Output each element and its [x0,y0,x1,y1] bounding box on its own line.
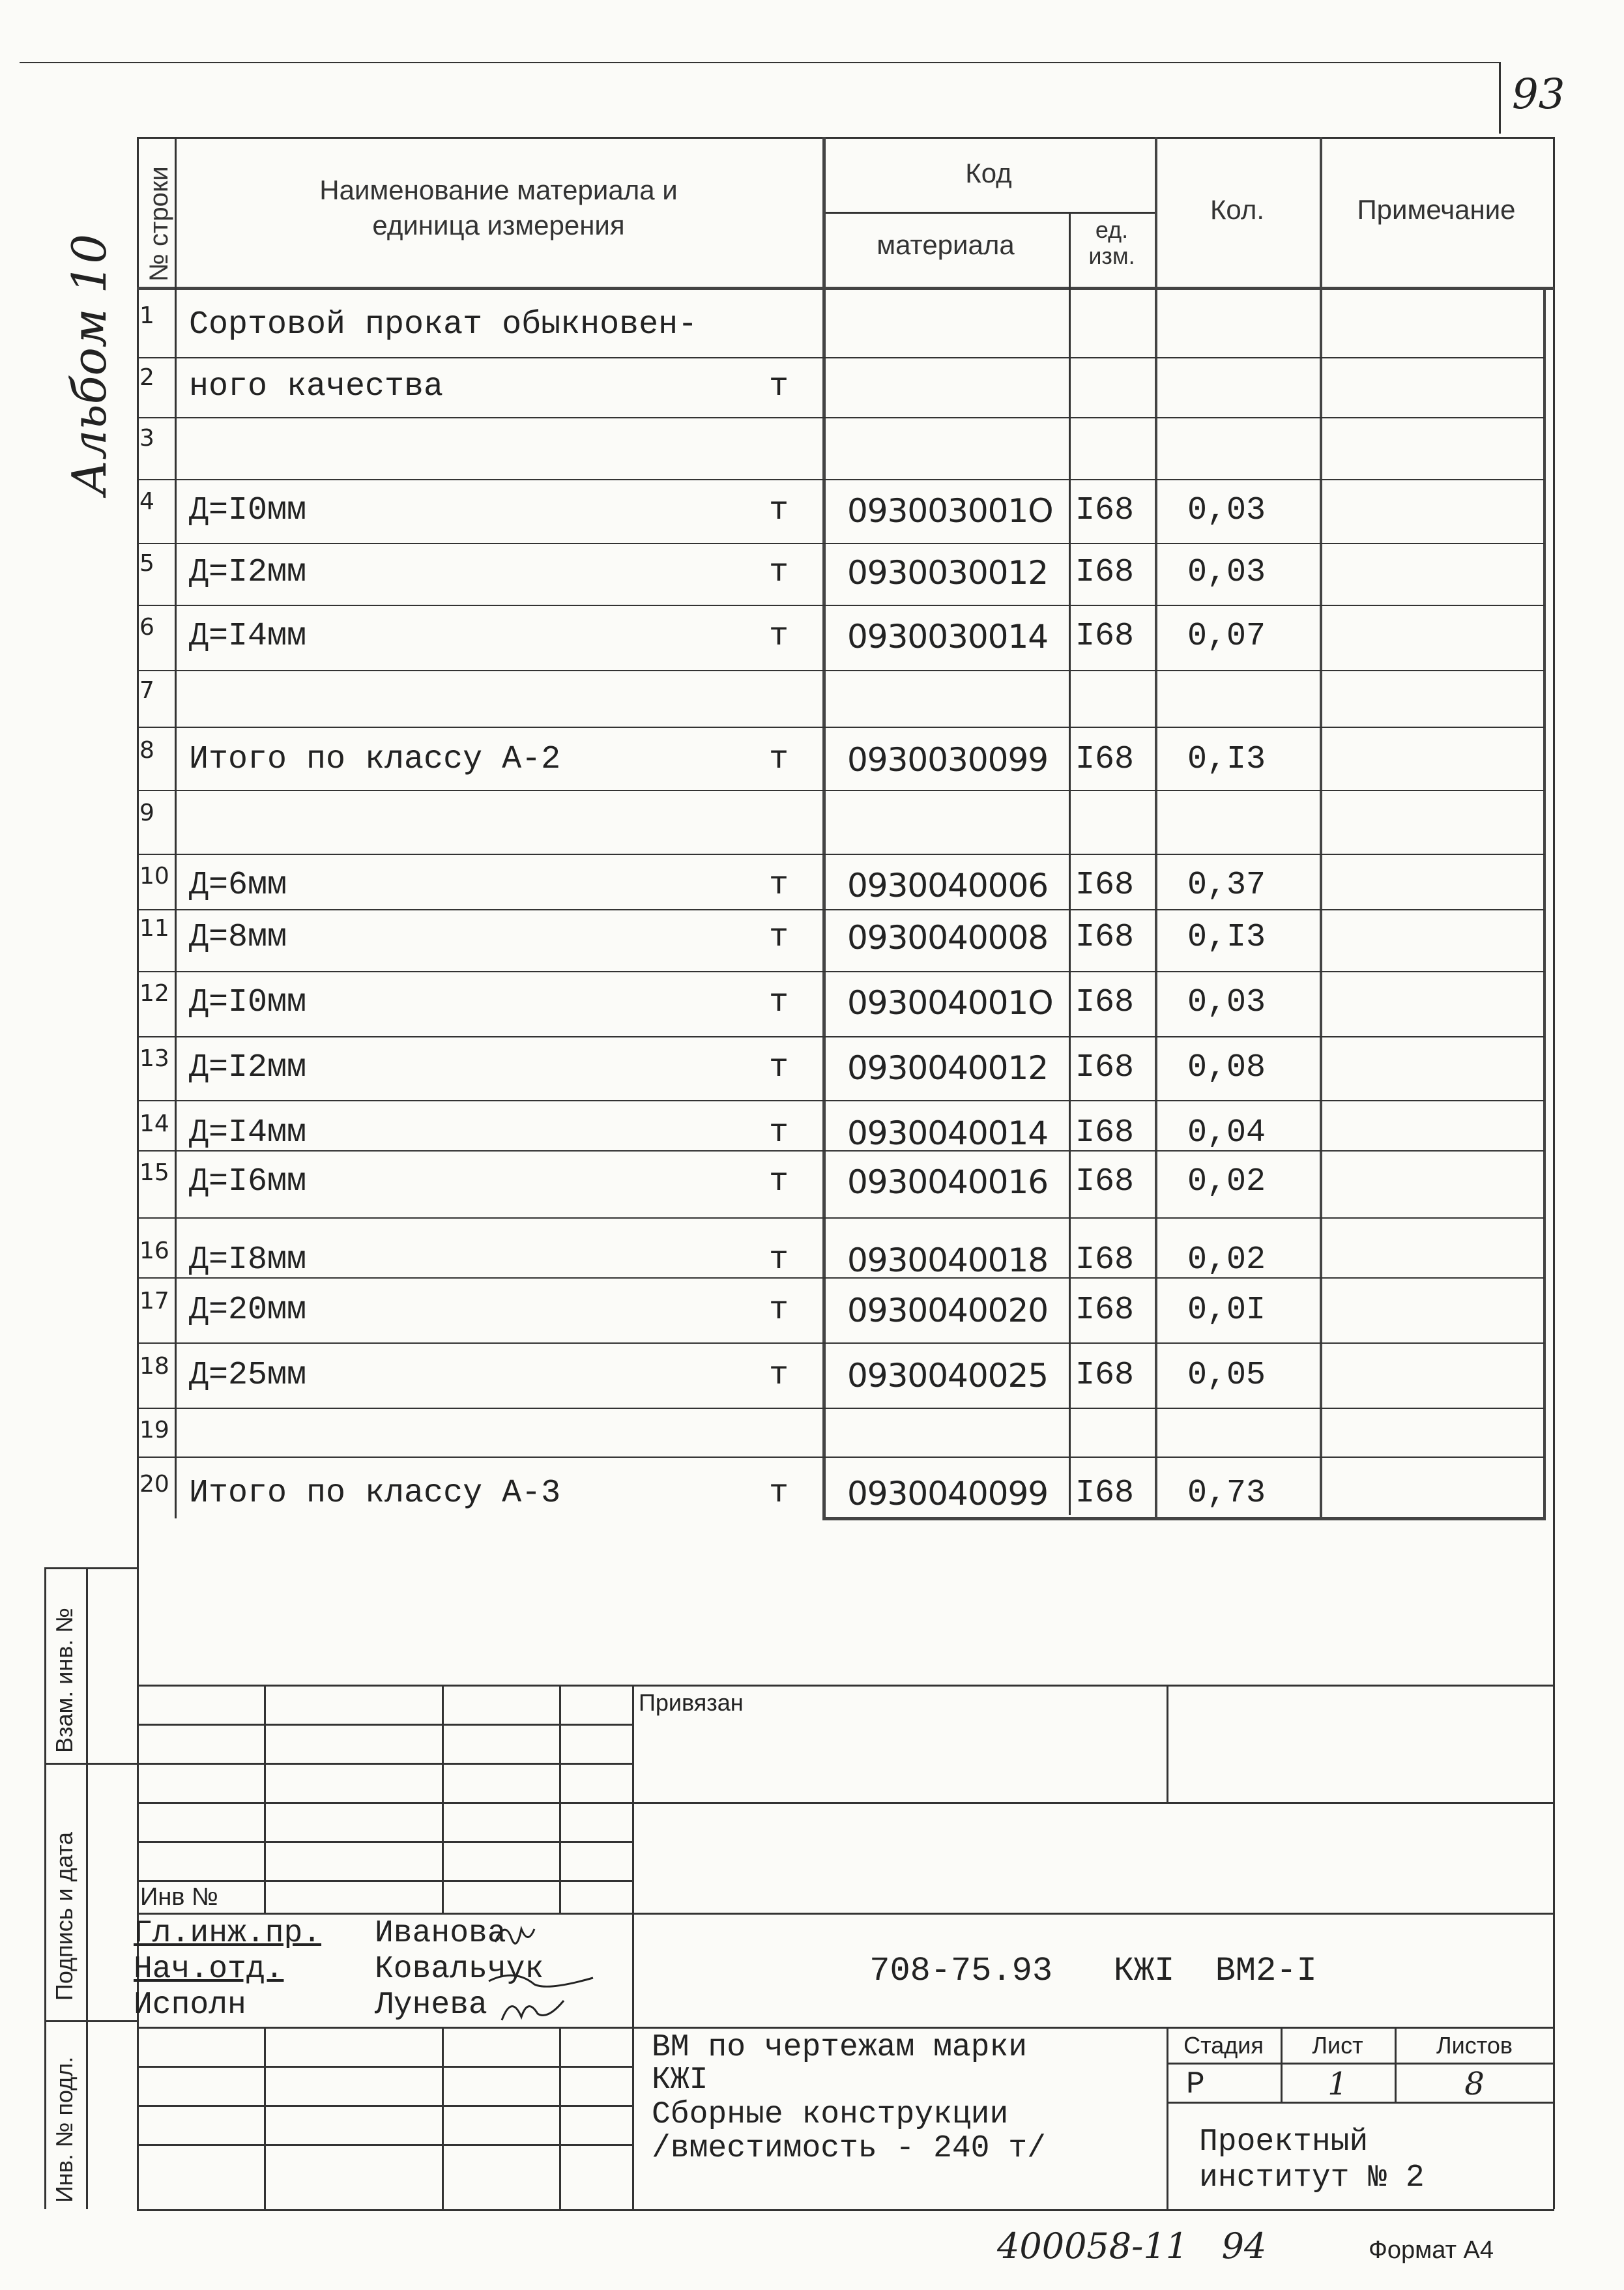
archive-number: 400058-11 94 [997,2225,1267,2267]
tb-line-e [137,1880,632,1882]
desc-line-1: ВМ по чертежам марки [652,2030,1028,2065]
frame-right [1553,137,1555,2209]
inv-no-label: Инв № [140,1883,218,1911]
header-name-2: единица измерения [372,210,625,240]
row-material-code: 0930030099 [847,741,1049,779]
row-name: Д=I2мм [189,1049,307,1086]
row-unit-t: т [769,1114,789,1152]
header-material: материала [877,229,1015,260]
row-material-code: 0930040008 [847,919,1049,957]
album-label: Альбом 10 [62,233,117,495]
row-material-code: 0930040016 [847,1163,1049,1201]
name-3: Лунева [375,1988,487,2023]
row-material-code: 093004001О [847,984,1053,1022]
row-number: 19 [139,1417,169,1443]
row-unit-code: I68 [1075,492,1135,529]
row-divider [137,479,1544,480]
row-unit-t: т [769,618,789,655]
row-name: Д=I0мм [189,984,307,1021]
tb-col-2b [442,2027,444,2209]
row-unit-code: I68 [1075,984,1135,1021]
header-unit-2: изм. [1088,242,1135,269]
row-name: Д=I4мм [189,618,307,655]
row-unit-code: I68 [1075,741,1135,778]
role-1: Гл.инж.пр. [134,1916,322,1951]
row-number: 20 [139,1471,169,1498]
row-unit-t: т [769,1163,789,1200]
role-3: Исполн [134,1988,246,2023]
tb-col-3 [559,1685,561,1913]
privyazan-label: Привязан [639,1689,744,1716]
row-qty: 0,03 [1187,984,1266,1021]
row-name: Д=6мм [189,867,287,904]
row-qty: 0,07 [1187,618,1266,655]
stage-value: Р [1186,2067,1205,2102]
row-unit-t: т [769,1049,789,1086]
row-qty: 0,37 [1187,867,1266,904]
tb-line-g [137,2027,1554,2029]
row-unit-code: I68 [1075,919,1135,956]
row-divider [137,1408,1544,1409]
row-unit-code: I68 [1075,1163,1135,1200]
header-qty: Кол. [1210,194,1265,225]
row-unit-code: I68 [1075,1292,1135,1329]
row-divider [137,543,1544,544]
row-number: 10 [139,863,169,890]
row-number: 9 [139,800,154,826]
row-divider [137,357,1544,358]
tb-col-1b [264,2027,266,2209]
row-divider [137,1342,1544,1344]
tb-col-3b [559,2027,561,2209]
tb-line-i [137,2105,632,2107]
tb-line-bottom [137,2209,1554,2211]
sheet-value: 1 [1327,2066,1348,2102]
row-material-code: 0930030012 [847,554,1049,592]
row-unit-t: т [769,741,789,778]
row-divider [137,670,1544,671]
row-name: Итого по классу А-2 [189,741,561,778]
role-2: Нач.отд. [134,1952,284,1987]
row-number: 5 [139,550,154,577]
row-divider [137,727,1544,728]
row-divider [137,1217,1544,1219]
row-unit-t: т [769,867,789,904]
row-qty: 0,03 [1187,554,1266,591]
sheets-value: 8 [1464,2066,1485,2102]
row-number: 6 [139,614,154,641]
row-unit-code: I68 [1075,1114,1135,1152]
row-number: 8 [139,737,154,764]
row-unit-t: т [769,368,789,405]
row-material-code: 0930040020 [847,1292,1049,1329]
header-code: Код [965,158,1012,188]
frame-left [137,137,139,2209]
row-unit-t: т [769,984,789,1021]
desc-line-4: /вместимость - 240 т/ [652,2131,1046,2166]
row-divider [137,605,1544,606]
row-number: 2 [139,364,154,391]
row-name: Д=I2мм [189,554,307,591]
header-row-no: № строки [145,166,173,282]
col-line-rowno [175,137,177,1518]
row-name: Д=I0мм [189,492,307,529]
org-line-2: институт № 2 [1199,2160,1425,2196]
row-unit-t: т [769,1475,789,1512]
col-line-right-inner [1543,287,1546,1518]
row-number: 16 [139,1238,169,1264]
side-inv-podl: Инв. № подл. [51,2056,78,2203]
row-material-code: 0930040018 [847,1241,1049,1279]
row-name: Д=I8мм [189,1241,307,1279]
row-name: Д=25мм [189,1357,307,1394]
row-divider [137,1100,1544,1101]
row-number: 13 [139,1045,169,1072]
row-unit-code: I68 [1075,618,1135,655]
desc-line-2: КЖI [652,2063,708,2098]
row-name: ного качества [189,368,444,405]
row-number: 12 [139,980,169,1007]
side-stamp-line-2 [44,1763,139,1765]
row-unit-t: т [769,919,789,956]
row-number: 17 [139,1288,169,1314]
side-stamp-left [44,1567,46,2209]
row-divider [137,854,1544,855]
row-number: 11 [139,915,169,942]
row-number: 14 [139,1110,169,1137]
side-stamp-right [86,1567,88,2209]
doc-code: 708-75.93 КЖI ВМ2-I [869,1952,1317,1990]
row-name: Итого по классу А-3 [189,1475,561,1512]
row-unit-code: I68 [1075,1475,1135,1512]
name-1: Иванова [375,1916,506,1951]
row-material-code: 0930030014 [847,618,1049,656]
row-qty: 0,I3 [1187,919,1266,956]
row-qty: 0,03 [1187,492,1266,529]
row-name: Сортовой прокат обыкновен- [189,306,698,343]
row-unit-t: т [769,1241,789,1279]
tb-line-top [137,1685,1554,1687]
row-qty: 0,73 [1187,1475,1266,1512]
row-divider [137,1036,1544,1037]
name-2: Ковальчук [375,1952,544,1987]
row-unit-code: I68 [1075,867,1135,904]
row-material-code: 093003001О [847,492,1053,530]
tb-line-c [137,1802,1554,1804]
format-label: Формат А4 [1369,2237,1494,2264]
top-rule [20,62,1499,63]
row-number: 18 [139,1353,169,1380]
row-divider [137,790,1544,791]
row-qty: 0,05 [1187,1357,1266,1394]
code-subheader-line [822,212,1155,214]
row-divider [137,1457,1544,1458]
header-bottom [137,287,1554,290]
tb-line-a [137,1724,632,1726]
row-unit-code: I68 [1075,1357,1135,1394]
header-top [137,137,1554,139]
row-number: 4 [139,488,154,515]
sheet-label: Лист [1312,2032,1363,2059]
tb-stage-line-1 [1167,2063,1554,2065]
row-qty: 0,02 [1187,1163,1266,1200]
col-line-qty [1320,137,1322,1518]
row-divider [137,417,1544,418]
row-unit-t: т [769,554,789,591]
header-note: Примечание [1357,194,1516,225]
side-podpis-data: Подпись и дата [51,1832,78,2001]
col-line-name [822,137,826,1518]
row-divider [137,1277,1544,1279]
side-vzam-inv: Взам. инв. № [51,1607,78,1753]
sheets-label: Листов [1436,2032,1513,2059]
row-unit-t: т [769,1357,789,1394]
row-unit-code: I68 [1075,1049,1135,1086]
tb-line-j [137,2144,632,2146]
row-qty: 0,0I [1187,1292,1266,1329]
page-number: 93 [1512,70,1565,119]
row-unit-t: т [769,492,789,529]
tb-line-d [137,1841,632,1843]
row-divider [137,909,1544,910]
row-unit-code: I68 [1075,554,1135,591]
col-line-material [1069,212,1071,1515]
desc-line-3: Сборные конструкции [652,2097,1009,2132]
row-material-code: 0930040014 [847,1114,1049,1152]
row-unit-t: т [769,1292,789,1329]
row-divider [137,971,1544,972]
row-qty: 0,I3 [1187,741,1266,778]
row-material-code: 0930040012 [847,1049,1049,1087]
row-unit-code: I68 [1075,1241,1135,1279]
side-stamp-line-3 [44,2020,139,2022]
row-qty: 0,04 [1187,1114,1266,1152]
stage-label: Стадия [1183,2032,1264,2059]
tb-line-h [137,2066,632,2068]
row-number: 15 [139,1159,169,1186]
row-number: 3 [139,425,154,452]
tb-col-1 [264,1685,266,1913]
row-name: Д=8мм [189,919,287,956]
row-qty: 0,08 [1187,1049,1266,1086]
row-name: Д=I4мм [189,1114,307,1152]
row-material-code: 0930040006 [847,867,1049,905]
org-line-1: Проектный [1199,2124,1369,2160]
header-unit-1: ед. [1095,216,1129,243]
col-line-unit [1155,137,1157,1518]
row-qty: 0,02 [1187,1241,1266,1279]
tb-line-b [137,1763,632,1765]
row-number: 1 [139,302,154,329]
tb-line-f [137,1913,1554,1915]
table-bottom [822,1517,1546,1520]
row-name: Д=20мм [189,1292,307,1329]
row-material-code: 0930040025 [847,1357,1049,1395]
tb-col-privyazan [1167,1685,1168,1802]
tb-col-2 [442,1685,444,1913]
signatures [482,1916,652,2027]
row-material-code: 0930040099 [847,1475,1049,1513]
page-number-divider [1499,62,1501,134]
side-stamp-line-1 [44,1567,139,1569]
row-number: 7 [139,677,154,704]
row-name: Д=I6мм [189,1163,307,1200]
header-name-1: Наименование материала и [319,175,678,205]
row-divider [137,1150,1544,1152]
